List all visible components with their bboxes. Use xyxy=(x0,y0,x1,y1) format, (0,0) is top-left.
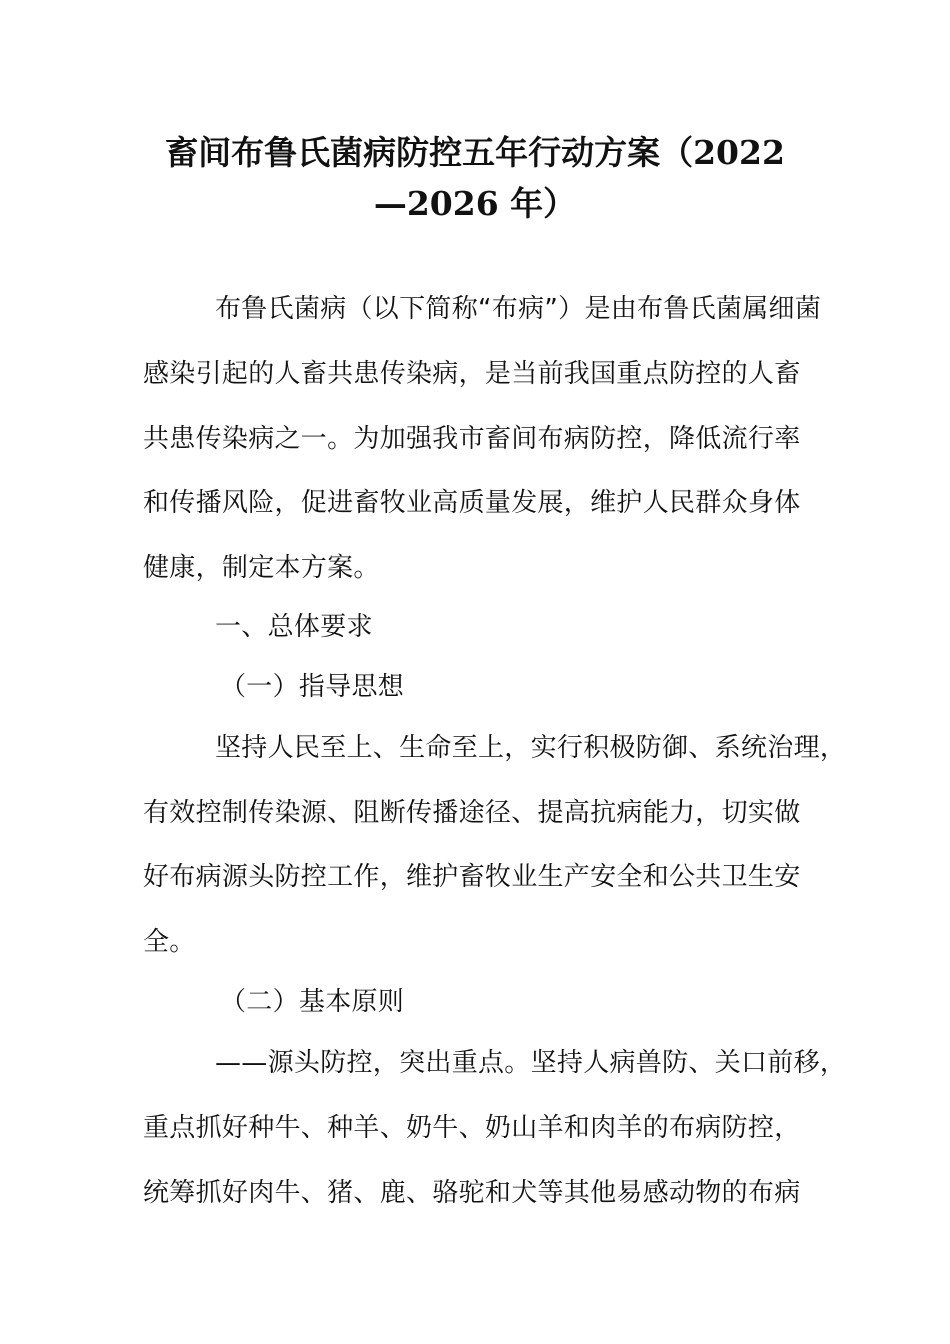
paragraph-intro-line-5: 健康，制定本方案。 xyxy=(143,553,380,583)
section-heading-1: 一、总体要求 xyxy=(215,612,373,642)
paragraph-principles-line-1: ——源头防控，突出重点。坚持人病兽防、关口前移， xyxy=(215,1048,847,1078)
paragraph-intro-line-1: 布鲁氏菌病（以下简称“布病”）是由布鲁氏菌属细菌 xyxy=(215,294,822,324)
document-title-line-1: 畜间布鲁氏菌病防控五年行动方案（2022 xyxy=(165,133,785,172)
paragraph-principles-line-2: 重点抓好种牛、种羊、奶牛、奶山羊和肉羊的布病防控， xyxy=(143,1113,801,1143)
paragraph-guiding-line-3: 好布病源头防控工作，维护畜牧业生产安全和公共卫生安 xyxy=(143,862,801,892)
paragraph-intro-line-3: 共患传染病之一。为加强我市畜间布病防控，降低流行率 xyxy=(143,424,801,454)
paragraph-guiding-line-1: 坚持人民至上、生命至上，实行积极防御、系统治理， xyxy=(215,733,847,763)
subsection-heading-1: （一）指导思想 xyxy=(220,672,405,702)
paragraph-intro-line-4: 和传播风险，促进畜牧业高质量发展，维护人民群众身体 xyxy=(143,488,801,518)
paragraph-intro-line-2: 感染引起的人畜共患传染病，是当前我国重点防控的人畜 xyxy=(143,359,801,389)
document-title-line-2: —2026 年） xyxy=(373,184,577,223)
subsection-heading-2: （二）基本原则 xyxy=(220,987,405,1017)
paragraph-principles-line-3: 统筹抓好肉牛、猪、鹿、骆驼和犬等其他易感动物的布病 xyxy=(143,1178,801,1208)
paragraph-guiding-line-4: 全。 xyxy=(143,927,196,957)
paragraph-guiding-line-2: 有效控制传染源、阻断传播途径、提高抗病能力，切实做 xyxy=(143,798,801,828)
